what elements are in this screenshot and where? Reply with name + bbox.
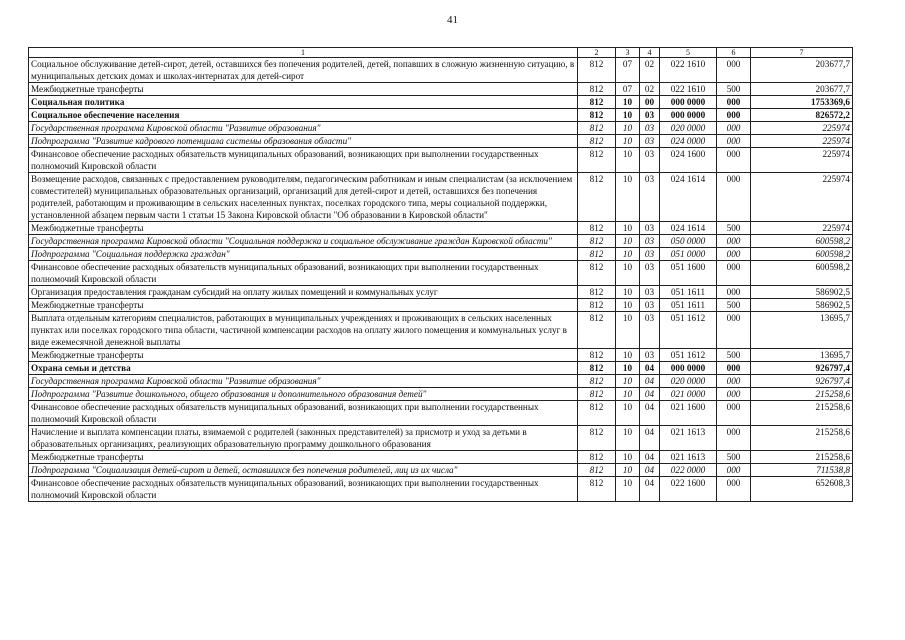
column-header: 5 <box>660 48 717 58</box>
ministry-code: 812 <box>578 109 616 122</box>
table-row <box>29 109 853 122</box>
subsection-code: 04 <box>640 426 660 451</box>
target-article-code: 050 0000 <box>660 235 717 248</box>
target-article-code: 020 0000 <box>660 375 717 388</box>
subsection-code: 04 <box>640 388 660 401</box>
expense-type-code: 000 <box>717 173 751 222</box>
expense-type-code: 000 <box>717 96 751 109</box>
expense-type-code: 000 <box>717 388 751 401</box>
target-article-code: 024 1600 <box>660 148 717 173</box>
subsection-code: 03 <box>640 222 660 235</box>
ministry-code: 812 <box>578 451 616 464</box>
amount: 225974 <box>751 122 853 135</box>
ministry-code: 812 <box>578 135 616 148</box>
amount: 1753369,6 <box>751 96 853 109</box>
section-code: 10 <box>616 261 640 286</box>
table-row <box>29 83 853 96</box>
ministry-code: 812 <box>578 299 616 312</box>
ministry-code: 812 <box>578 58 616 83</box>
row-name: Начисление и выплата компенсации платы, взимаемой с родителей (законных представителей) за присмотр и уход за детьми в образовательных организациях, реализующих образовательную программу дошкольного образования <box>29 426 578 451</box>
table-row <box>29 58 853 83</box>
section-code: 07 <box>616 58 640 83</box>
row-name: Финансовое обеспечение расходных обязательств муниципальных образований, возникающих при выполнении государственных полномочий Кировской области <box>29 477 578 502</box>
ministry-code: 812 <box>578 122 616 135</box>
column-header: 1 <box>29 48 578 58</box>
ministry-code: 812 <box>578 83 616 96</box>
target-article-code: 022 1610 <box>660 83 717 96</box>
table-row <box>29 286 853 299</box>
row-name: Межбюджетные трансферты <box>29 299 578 312</box>
target-article-code: 020 0000 <box>660 122 717 135</box>
table-row <box>29 96 853 109</box>
row-name: Межбюджетные трансферты <box>29 83 578 96</box>
target-article-code: 022 1610 <box>660 58 717 83</box>
subsection-code: 03 <box>640 248 660 261</box>
row-name: Организация предоставления гражданам субсидий на оплату жилых помещений и коммунальных услуг <box>29 286 578 299</box>
subsection-code: 03 <box>640 148 660 173</box>
section-code: 10 <box>616 362 640 375</box>
subsection-code: 03 <box>640 261 660 286</box>
expense-type-code: 000 <box>717 286 751 299</box>
amount: 215258,6 <box>751 451 853 464</box>
target-article-code: 051 1600 <box>660 261 717 286</box>
table-row <box>29 362 853 375</box>
subsection-code: 04 <box>640 451 660 464</box>
table-row <box>29 299 853 312</box>
ministry-code: 812 <box>578 375 616 388</box>
row-name: Подпрограмма "Социализация детей-сирот и детей, оставшихся без попечения родителей, лиц из их числа" <box>29 464 578 477</box>
row-name: Подпрограмма "Развитие кадрового потенциала системы образования области" <box>29 135 578 148</box>
target-article-code: 024 1614 <box>660 173 717 222</box>
expense-type-code: 000 <box>717 135 751 148</box>
ministry-code: 812 <box>578 248 616 261</box>
row-name: Финансовое обеспечение расходных обязательств муниципальных образований, возникающих при выполнении государственных полномочий Кировской области <box>29 401 578 426</box>
expense-type-code: 000 <box>717 58 751 83</box>
expense-type-code: 000 <box>717 109 751 122</box>
table-row <box>29 235 853 248</box>
subsection-code: 03 <box>640 286 660 299</box>
expense-type-code: 000 <box>717 464 751 477</box>
section-code: 07 <box>616 83 640 96</box>
table-row <box>29 375 853 388</box>
section-code: 10 <box>616 299 640 312</box>
amount: 926797,4 <box>751 375 853 388</box>
subsection-code: 02 <box>640 83 660 96</box>
amount: 215258,6 <box>751 401 853 426</box>
row-name: Межбюджетные трансферты <box>29 222 578 235</box>
table-row <box>29 148 853 173</box>
table-body <box>29 58 853 502</box>
table-row <box>29 312 853 349</box>
amount: 225974 <box>751 173 853 222</box>
amount: 711538,8 <box>751 464 853 477</box>
ministry-code: 812 <box>578 349 616 362</box>
expense-type-code: 000 <box>717 122 751 135</box>
amount: 225974 <box>751 148 853 173</box>
section-code: 10 <box>616 109 640 122</box>
amount: 225974 <box>751 135 853 148</box>
target-article-code: 051 1611 <box>660 299 717 312</box>
ministry-code: 812 <box>578 261 616 286</box>
column-header: 7 <box>751 48 853 58</box>
subsection-code: 03 <box>640 122 660 135</box>
expense-type-code: 000 <box>717 362 751 375</box>
table-header-row <box>29 48 853 58</box>
target-article-code: 051 1611 <box>660 286 717 299</box>
target-article-code: 024 1614 <box>660 222 717 235</box>
column-header: 6 <box>717 48 751 58</box>
section-code: 10 <box>616 464 640 477</box>
row-name: Межбюджетные трансферты <box>29 349 578 362</box>
ministry-code: 812 <box>578 388 616 401</box>
row-name: Социальное обслуживание детей-сирот, детей, оставшихся без попечения родителей, детей, попавших в сложную жизненную ситуацию, в муниципальных детских домах и школах-интернатах для детей-сирот <box>29 58 578 83</box>
row-name: Подпрограмма "Развитие дошкольного, общего образования и дополнительного образования детей" <box>29 388 578 401</box>
amount: 926797,4 <box>751 362 853 375</box>
subsection-code: 04 <box>640 362 660 375</box>
row-name: Подпрограмма "Социальная поддержка граждан" <box>29 248 578 261</box>
target-article-code: 021 0000 <box>660 388 717 401</box>
target-article-code: 022 0000 <box>660 464 717 477</box>
target-article-code: 024 0000 <box>660 135 717 148</box>
row-name: Финансовое обеспечение расходных обязательств муниципальных образований, возникающих при выполнении государственных полномочий Кировской области <box>29 148 578 173</box>
target-article-code: 021 1613 <box>660 426 717 451</box>
section-code: 10 <box>616 248 640 261</box>
expense-type-code: 500 <box>717 222 751 235</box>
table-row <box>29 388 853 401</box>
subsection-code: 04 <box>640 464 660 477</box>
section-code: 10 <box>616 235 640 248</box>
amount: 225974 <box>751 222 853 235</box>
target-article-code: 000 0000 <box>660 96 717 109</box>
section-code: 10 <box>616 312 640 349</box>
section-code: 10 <box>616 401 640 426</box>
section-code: 10 <box>616 96 640 109</box>
section-code: 10 <box>616 388 640 401</box>
target-article-code: 021 1613 <box>660 451 717 464</box>
ministry-code: 812 <box>578 222 616 235</box>
row-name: Государственная программа Кировской области "Развитие образования" <box>29 122 578 135</box>
ministry-code: 812 <box>578 96 616 109</box>
table-row <box>29 222 853 235</box>
table-row <box>29 135 853 148</box>
table-row <box>29 248 853 261</box>
expense-type-code: 500 <box>717 349 751 362</box>
section-code: 10 <box>616 148 640 173</box>
table-row <box>29 451 853 464</box>
subsection-code: 03 <box>640 235 660 248</box>
table-row <box>29 426 853 451</box>
table-row <box>29 401 853 426</box>
subsection-code: 04 <box>640 401 660 426</box>
section-code: 10 <box>616 451 640 464</box>
section-code: 10 <box>616 426 640 451</box>
subsection-code: 03 <box>640 312 660 349</box>
table-row <box>29 477 853 502</box>
ministry-code: 812 <box>578 235 616 248</box>
column-header: 2 <box>578 48 616 58</box>
ministry-code: 812 <box>578 464 616 477</box>
row-name: Возмещение расходов, связанных с предоставлением руководителям, педагогическим работникам и иным специалистам (за исключением совместителей) муниципальных образовательных организаций, организаций для детей-сирот и детей, оставшихся без попечения родителей, работающим и проживающим в сельских населенных пунктах, поселках городского типа, меры социальной поддержки, установленной абзацем первым части 1 статьи 15 Закона Кировской области "Об образовании в Кировской области" <box>29 173 578 222</box>
ministry-code: 812 <box>578 362 616 375</box>
expense-type-code: 000 <box>717 261 751 286</box>
section-code: 10 <box>616 173 640 222</box>
target-article-code: 051 0000 <box>660 248 717 261</box>
amount: 600598,2 <box>751 248 853 261</box>
amount: 215258,6 <box>751 426 853 451</box>
subsection-code: 03 <box>640 135 660 148</box>
amount: 826572,2 <box>751 109 853 122</box>
target-article-code: 021 1600 <box>660 401 717 426</box>
section-code: 10 <box>616 477 640 502</box>
amount: 13695,7 <box>751 349 853 362</box>
target-article-code: 051 1612 <box>660 349 717 362</box>
amount: 203677,7 <box>751 83 853 96</box>
subsection-code: 04 <box>640 477 660 502</box>
column-header: 3 <box>616 48 640 58</box>
amount: 586902,5 <box>751 286 853 299</box>
row-name: Финансовое обеспечение расходных обязательств муниципальных образований, возникающих при выполнении государственных полномочий Кировской области <box>29 261 578 286</box>
table-row <box>29 464 853 477</box>
expense-type-code: 500 <box>717 83 751 96</box>
amount: 13695,7 <box>751 312 853 349</box>
table-row <box>29 261 853 286</box>
ministry-code: 812 <box>578 401 616 426</box>
expense-type-code: 000 <box>717 312 751 349</box>
ministry-code: 812 <box>578 148 616 173</box>
table-row <box>29 349 853 362</box>
section-code: 10 <box>616 375 640 388</box>
expense-type-code: 000 <box>717 375 751 388</box>
row-name: Охрана семьи и детства <box>29 362 578 375</box>
ministry-code: 812 <box>578 173 616 222</box>
amount: 586902,5 <box>751 299 853 312</box>
amount: 215258,6 <box>751 388 853 401</box>
ministry-code: 812 <box>578 426 616 451</box>
section-code: 10 <box>616 135 640 148</box>
ministry-code: 812 <box>578 312 616 349</box>
target-article-code: 000 0000 <box>660 362 717 375</box>
amount: 600598,2 <box>751 235 853 248</box>
page-number: 41 <box>447 14 458 26</box>
row-name: Межбюджетные трансферты <box>29 451 578 464</box>
row-name: Социальная политика <box>29 96 578 109</box>
row-name: Государственная программа Кировской области "Развитие образования" <box>29 375 578 388</box>
subsection-code: 03 <box>640 299 660 312</box>
column-header: 4 <box>640 48 660 58</box>
subsection-code: 03 <box>640 173 660 222</box>
amount: 203677,7 <box>751 58 853 83</box>
expense-type-code: 500 <box>717 451 751 464</box>
expense-type-code: 000 <box>717 477 751 502</box>
amount: 600598,2 <box>751 261 853 286</box>
subsection-code: 02 <box>640 58 660 83</box>
row-name: Государственная программа Кировской области "Социальная поддержка и социальное обслуживание граждан Кировской области" <box>29 235 578 248</box>
table-row <box>29 122 853 135</box>
subsection-code: 00 <box>640 96 660 109</box>
expense-type-code: 000 <box>717 248 751 261</box>
subsection-code: 03 <box>640 109 660 122</box>
subsection-code: 04 <box>640 375 660 388</box>
section-code: 10 <box>616 349 640 362</box>
expense-type-code: 500 <box>717 299 751 312</box>
row-name: Социальное обеспечение населения <box>29 109 578 122</box>
section-code: 10 <box>616 286 640 299</box>
expense-type-code: 000 <box>717 235 751 248</box>
section-code: 10 <box>616 222 640 235</box>
ministry-code: 812 <box>578 286 616 299</box>
ministry-code: 812 <box>578 477 616 502</box>
target-article-code: 022 1600 <box>660 477 717 502</box>
amount: 652608,3 <box>751 477 853 502</box>
table-row <box>29 173 853 222</box>
row-name: Выплата отдельным категориям специалистов, работающих в муниципальных учреждениях и проживающих в сельских населенных пунктах или поселках городского типа области, частичной компенсации расходов на оплату жилого помещения и коммунальных услуг в виде ежемесячной денежной выплаты <box>29 312 578 349</box>
expense-type-code: 000 <box>717 401 751 426</box>
expense-type-code: 000 <box>717 426 751 451</box>
subsection-code: 03 <box>640 349 660 362</box>
target-article-code: 000 0000 <box>660 109 717 122</box>
section-code: 10 <box>616 122 640 135</box>
expense-type-code: 000 <box>717 148 751 173</box>
budget-table <box>28 47 853 502</box>
target-article-code: 051 1612 <box>660 312 717 349</box>
